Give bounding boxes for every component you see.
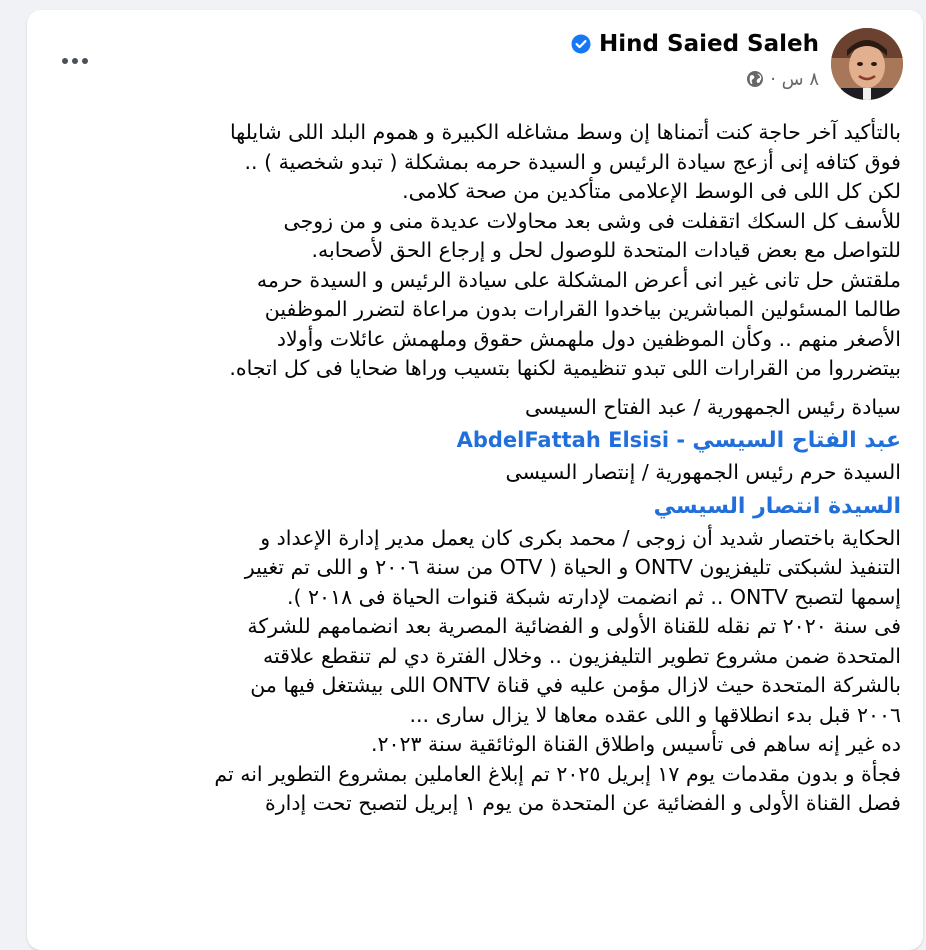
- post-text-line: للأسف كل السكك اتقفلت فى وشى بعد محاولات عديدة منى و من زوجى: [283, 208, 901, 233]
- verified-badge-icon: [571, 34, 591, 54]
- paragraph-gap: [49, 384, 901, 393]
- author-name[interactable]: Hind Saied Saleh: [599, 31, 819, 57]
- more-options-button[interactable]: [55, 46, 95, 76]
- post-text-line: بيتضرروا من القرارات اللى تبدو تنظيمية لكنها بتسيب وراها ضحايا فى كل اتجاه.: [229, 356, 901, 380]
- post-text-line: فصل القناة الأولى و الفضائية عن المتحدة من يوم ١ إبريل لتصبح تحت إدارة: [265, 791, 901, 815]
- president-mention-line: [49, 422, 901, 458]
- post-card: [27, 10, 923, 950]
- avatar-image: [831, 28, 903, 100]
- post-text-line: ملقتش حل تانى غير انى أعرض المشكلة على سيادة الرئيس و السيدة حرمه: [256, 267, 901, 292]
- post-text-line: بالشركة المتحدة حيث لازال مؤمن عليه في قناة ONTV اللى بيشتغل فيها من: [250, 673, 901, 697]
- first-lady-mention-link[interactable]: السيدة انتصار السيسي: [653, 493, 901, 519]
- post-text-line: الأصغر منهم .. وكأن الموظفين دول ملهمش حقوق وملهمش عائلات وأولاد: [276, 326, 901, 351]
- globe-icon[interactable]: [746, 70, 764, 88]
- more-options-icon-dot: [62, 58, 68, 64]
- mention-separator: -: [669, 428, 693, 452]
- president-mention-en-link[interactable]: AbdelFattah Elsisi: [456, 428, 670, 452]
- first-lady-mention-line: [49, 488, 901, 524]
- post-text-line: ٢٠٠٦ قبل بدء انطلاقها و اللى عقده معاها لا يزال سارى ...: [409, 702, 901, 727]
- post-text-line: لكن كل اللى فى الوسط الإعلامى متأكدين من صحة كلامى.: [402, 179, 901, 203]
- more-options-icon-dot: [72, 58, 78, 64]
- post-text-line: طالما المسئولين المباشرين بياخدوا القرارات بدون مراعاة لتضرر الموظفين: [264, 297, 901, 321]
- post-meta: [746, 66, 819, 92]
- post-text-line: ده غير إنه ساهم فى تأسيس واطلاق القناة الوثائقية سنة ٢٠٢٣.: [370, 732, 901, 756]
- post-body: [49, 118, 901, 819]
- first-lady-line: السيدة حرم رئيس الجمهورية / إنتصار السيسى: [505, 460, 901, 484]
- more-options-icon: [82, 58, 88, 64]
- author-name-row: [571, 28, 819, 60]
- post-text-line: للتواصل مع بعض قيادات المتحدة للوصول لحل و إرجاع الحق لأصحابه.: [311, 238, 901, 262]
- post-text-line: فجأة و بدون مقدمات يوم ١٧ إبريل ٢٠٢٥ تم إبلاغ العاملين بمشروع التطوير انه تم: [214, 761, 901, 786]
- president-line: سيادة رئيس الجمهورية / عبد الفتاح السيسى: [524, 394, 901, 419]
- president-mention-ar-link[interactable]: عبد الفتاح السيسي: [692, 428, 901, 453]
- post-text-line: المتحدة ضمن مشروع تطوير التليفزيون .. وخلال الفترة دي لم تنقطع علاقته: [262, 643, 901, 668]
- post-time[interactable]: ٨ س ·: [770, 68, 819, 90]
- author-avatar[interactable]: [831, 28, 903, 100]
- post-text-line: بالتأكيد آخر حاجة كنت أتمناها إن وسط مشاغله الكبيرة و هموم البلد اللى شايلها: [229, 120, 901, 144]
- post-text-line: التنفيذ لشبكتى تليفزيون ONTV و الحياة ( OTV من سنة ٢٠٠٦ و اللى تم تغيير: [244, 555, 901, 579]
- post-text-line: فوق كتافه إنى أزعج سيادة الرئيس و السيدة حرمه بمشكلة ( تبدو شخصية ) ..: [244, 149, 901, 174]
- post-header: [27, 10, 923, 110]
- post-text-line: إسمها لتصبح ONTV .. ثم انضمت لإدارته شبكة قنوات الحياة فى ٢٠١٨ ).: [287, 584, 901, 609]
- post-text-line: الحكاية باختصار شديد أن زوجى / محمد بكرى كان يعمل مدير إدارة الإعداد و: [260, 525, 901, 550]
- post-text-line: فى سنة ٢٠٢٠ تم نقله للقناة الأولى و الفضائية المصرية بعد انضمامهم للشركة: [247, 614, 901, 638]
